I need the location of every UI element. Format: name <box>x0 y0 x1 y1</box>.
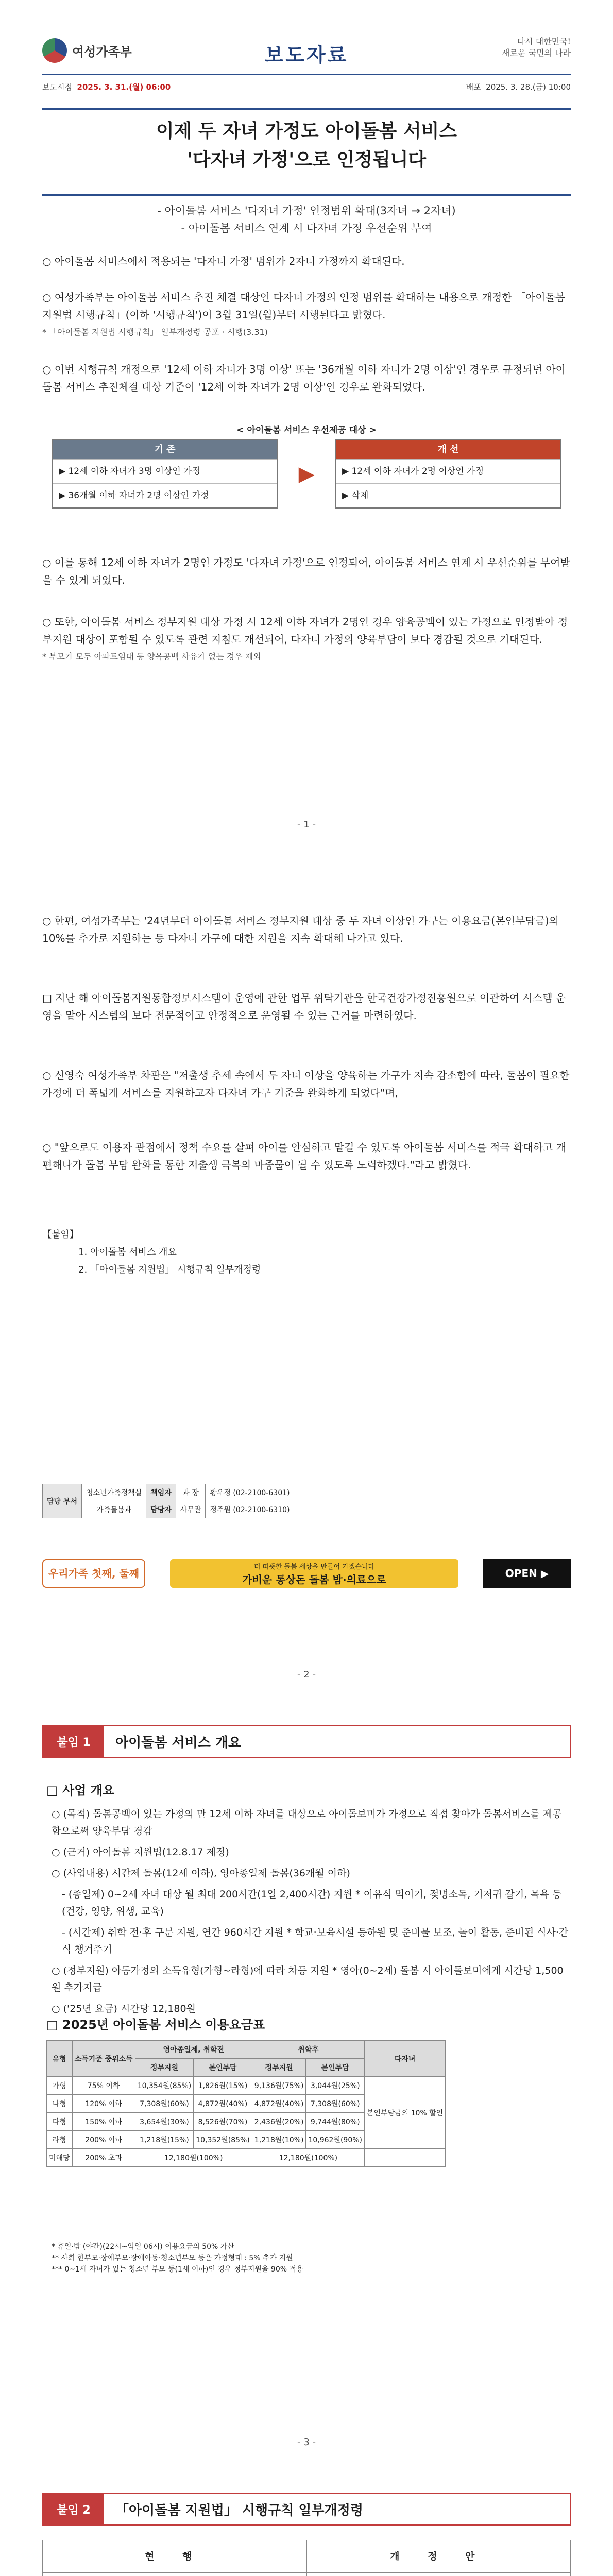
org-name: 여성가족부 <box>72 44 132 59</box>
contact-head: 책임자 <box>146 1484 176 1501</box>
overview-list <box>52 1806 571 2018</box>
slogan-line-1: 다시 대한민국! <box>517 37 571 46</box>
list-item: ○ (정부지원) 아동가정의 소득유형(가형~라형)에 따라 차등 지원 * 영아(0~2세) 돌봄 시 아이돌보미에게 시간당 1,500원 추가지급 <box>52 1965 564 1993</box>
section-title: 「아이돌봄 지원법」 시행규칙 일부개정령 <box>115 2502 364 2518</box>
banner-mid-main: 가비운 통상돈 돌봄 밤·의료으로 <box>242 1573 386 1586</box>
page-number: - 2 - <box>297 1669 316 1680</box>
contact-role: 사무관 <box>176 1501 206 1518</box>
paragraph: ○ 신영숙 여성가족부 차관은 "저출생 추세 속에서 두 자녀 이상을 양육하는 가구가 지속 감소함에 따라, 돌봄이 필요한 가정에 더 폭넓게 서비스를 지원하고자 다자녀 가구 기준을 완화하게 되었다"며, <box>42 1069 570 1099</box>
current-text <box>43 2573 307 2576</box>
fee-cell: 1,218원(10%) <box>252 2131 306 2149</box>
fee-subheader: 정부지원 <box>252 2059 306 2077</box>
section-tag: 붙임 1 <box>43 1726 104 1757</box>
contact-team: 가족돌봄과 <box>81 1501 146 1518</box>
fee-cell: 12,180원(100%) <box>135 2149 252 2167</box>
fee-cell: 7,308원(60%) <box>306 2095 365 2113</box>
fee-notes <box>52 2241 571 2275</box>
col-revised: 개 정 안 <box>306 2540 571 2573</box>
fee-cell: 가형 <box>47 2077 73 2095</box>
col-current: 현 행 <box>43 2540 307 2573</box>
banner-mid <box>170 1559 458 1588</box>
fee-cell: 150% 이하 <box>72 2113 135 2131</box>
heading: □ 2025년 아이돌봄 서비스 이용요금표 <box>46 2018 265 2032</box>
fee-cell: 8,526원(70%) <box>194 2113 252 2131</box>
release-meta <box>42 81 571 95</box>
fee-header: 유형 <box>47 2041 73 2077</box>
fee-cell: 120% 이하 <box>72 2095 135 2113</box>
fee-cell: 미해당 <box>47 2149 73 2167</box>
section-header <box>42 1725 571 1758</box>
fee-header: 취학후 <box>252 2041 364 2059</box>
page-4 <box>0 2463 613 2576</box>
fee-subheader: 정부지원 <box>135 2059 194 2077</box>
fee-header: 다자녀 <box>365 2041 446 2077</box>
before-box <box>52 439 278 509</box>
paragraph <box>42 613 571 666</box>
paragraph: ○ 한편, 여성가족부는 '24년부터 아이돌봄 서비스 정부지원 대상 중 두 자녀 이상인 가구는 이용요금(본인부담금)의 10%를 추가로 지원하는 등 다자녀 가구에 대한 지원을 지속 확대해 나가고 있다. <box>42 914 559 944</box>
contact-role: 과 장 <box>176 1484 206 1501</box>
fee-cell: 7,308원(60%) <box>135 2095 194 2113</box>
table-row <box>47 2077 446 2095</box>
fee-cell: 나형 <box>47 2095 73 2113</box>
contact-dept: 청소년가족정책실 <box>81 1484 146 1501</box>
list-item: - (시간제) 취학 전·후 구분 지원, 연간 960시간 지원 * 학교·보육시설 등하원 및 준비물 보조, 놀이 활동, 준비된 식사·간식 챙겨주기 <box>62 1927 569 1955</box>
fee-cell: 라형 <box>47 2131 73 2149</box>
page-number: - 3 - <box>297 2437 316 2448</box>
list-item: - (종일제) 0~2세 자녀 대상 월 최대 200시간(1일 2,400시간) 지원 * 이유식 먹이기, 젖병소독, 기저귀 갈기, 목욕 등 (건강, 영양, 위생, 교육) <box>62 1889 562 1917</box>
fee-cell: 10,354원(85%) <box>135 2077 194 2095</box>
comparison-title: < 아이돌봄 서비스 우선제공 대상 > <box>236 425 377 435</box>
footnote: * 부모가 모두 아파트임대 등 양육공백 사유가 없는 경우 제외 <box>42 652 261 662</box>
fee-cell: 12,180원(100%) <box>252 2149 364 2167</box>
release-type: 보도자료 <box>264 44 349 66</box>
section-header <box>42 2493 571 2526</box>
fee-note: ** 사회 한부모·장애부모·장애아동·청소년부모 등은 가정형태 : 5% 추가 지원 <box>52 2254 293 2262</box>
heading: □ 사업 개요 <box>46 1783 115 1798</box>
paragraph-text: ○ 여성가족부는 아이돌봄 서비스 추진 체결 대상인 다자녀 가정의 인정 범위를 확대하는 내용으로 개정한 「아이돌봄 지원법 시행규칙」(이하 '시행규칙')이 3월 31일(월)부터 시행된다고 밝혔다. <box>42 291 566 321</box>
fee-cell: 4,872원(40%) <box>194 2095 252 2113</box>
fee-multi-note: 본인부담금의 10% 할인 <box>365 2077 446 2149</box>
contact-head: 담당자 <box>146 1501 176 1518</box>
fee-cell: 10,962원(90%) <box>306 2131 365 2149</box>
paragraph: □ 지난 해 아이돌봄지원통합정보시스템이 운영에 관한 업무 위탁기관을 한국건강가정진흥원으로 이관하여 시스템 운영을 맡아 시스템의 보다 전문적이고 안정적으로 운영될 수 있는 근거를 마련하였다. <box>42 992 566 1022</box>
contact-name: 정주원 (02-2100-6310) <box>206 1501 294 1518</box>
fee-cell: 9,136원(75%) <box>252 2077 306 2095</box>
paragraph-text: ○ 또한, 아이돌봄 서비스 정부지원 대상 가정 시 12세 이하 자녀가 2명인 경우 양육공백이 있는 가정으로 인정받아 정부지원 대상이 포함될 수 있도록 관련 지침도 개선되어, 다자녀 가정의 양육부담이 보다 경감될 것으로 기대된다. <box>42 616 568 646</box>
fee-note: * 휴일·밤 (야간)(22시~익일 06시) 이용요금의 50% 가산 <box>52 2243 234 2251</box>
before-heading: 기 존 <box>53 440 277 459</box>
paragraph: ○ 아이돌봄 서비스에서 적용되는 '다자녀 가정' 범위가 2자녀 가정까지 확대된다. <box>42 255 405 267</box>
fee-cell: 2,436원(20%) <box>252 2113 306 2131</box>
fee-cell: 200% 초과 <box>72 2149 135 2167</box>
subtitle: - 아이돌봄 서비스 '다자녀 가정' 인정범위 확대(3자녀 → 2자녀) <box>157 205 456 217</box>
before-row: ▶ 12세 이하 자녀가 3명 이상인 가정 <box>53 459 277 483</box>
attach-item: 2. 「아이돌봄 지원법」 시행규칙 일부개정령 <box>78 1264 261 1275</box>
fee-cell: 200% 이하 <box>72 2131 135 2149</box>
arrow-right-icon: ▶ <box>298 462 315 486</box>
banner-mid-top: 더 따뜻한 돌봄 세상을 만들어 가겠습니다 <box>253 1563 375 1571</box>
fee-cell: 1,826원(15%) <box>194 2077 252 2095</box>
revised-text <box>306 2573 571 2576</box>
promo-banner <box>42 1558 571 1589</box>
contact-head: 담당 부서 <box>43 1484 82 1518</box>
after-row: ▶ 12세 이하 자녀가 2명 이상인 가정 <box>336 459 560 483</box>
headline-line-2: '다자녀 가정'으로 인정됩니다 <box>186 149 427 171</box>
fee-cell: 3,654원(30%) <box>135 2113 194 2131</box>
list-item: ○ (목적) 돌봄공백이 있는 가정의 만 12세 이하 자녀를 대상으로 아이돌보미가 가정으로 직접 찾아가 돌봄서비스를 제공함으로써 양육부담 경감 <box>52 1808 562 1837</box>
fee-note: *** 0~1세 자녀가 있는 청소년 부모 등(1세 이하)인 경우 정부지원율 90% 적용 <box>52 2265 303 2274</box>
footnote: * 「아이돌봄 지원법 시행규칙」 일부개정령 공포 · 시행(3.31) <box>42 327 268 337</box>
banner-open[interactable]: OPEN ▶ <box>483 1559 571 1588</box>
list-item: ○ ('25년 요금) 시간당 12,180원 <box>52 2003 196 2014</box>
fee-cell <box>365 2149 446 2167</box>
section-title: 아이돌봄 서비스 개요 <box>115 1735 242 1751</box>
paragraph: ○ 이번 시행규칙 개정으로 '12세 이하 자녀가 3명 이상' 또는 '36개월 이하 자녀가 2명 이상'인 경우로 규정되던 아이돌봄 서비스 추진체결 대상 기준이 '12세 이하 자녀가 2명 이상'인 경우로 완화되었다. <box>42 363 566 393</box>
contact-table <box>42 1484 294 1518</box>
fee-cell: 1,218원(15%) <box>135 2131 194 2149</box>
headline-box <box>42 108 571 196</box>
fee-header: 영아종일제, 취학전 <box>135 2041 252 2059</box>
fee-cell: 75% 이하 <box>72 2077 135 2095</box>
slogan <box>502 36 571 59</box>
list-item: ○ (사업내용) 시간제 돌봄(12세 이하), 영아종일제 돌봄(36개월 이하) <box>52 1868 350 1879</box>
amendment-table <box>42 2540 571 2576</box>
after-heading: 개 선 <box>336 440 560 459</box>
subtitles <box>0 202 613 237</box>
fee-cell: 4,872원(40%) <box>252 2095 306 2113</box>
embargo-time: 2025. 3. 28.(금) 10:00 <box>486 82 571 92</box>
after-row: ▶ 삭제 <box>336 483 560 507</box>
fee-cell: 3,044원(25%) <box>306 2077 365 2095</box>
fee-header: 소득기준 중위소득 <box>72 2041 135 2077</box>
contact-name: 황우정 (02-2100-6301) <box>206 1484 294 1501</box>
fee-cell: 다형 <box>47 2113 73 2131</box>
before-row: ▶ 36개월 이하 자녀가 2명 이상인 가정 <box>53 483 277 507</box>
fee-table <box>46 2040 446 2167</box>
fee-subheader: 본인부담 <box>306 2059 365 2077</box>
section-tag: 붙임 2 <box>43 2494 104 2524</box>
banner-left: 우리가족 첫째, 둘째 <box>42 1559 145 1588</box>
attachments <box>42 1226 571 1279</box>
paragraph: ○ 이를 통해 12세 이하 자녀가 2명인 가정도 '다자녀 가정'으로 인정되어, 아이돌봄 서비스 연계 시 우선순위를 부여받을 수 있게 되었다. <box>42 556 570 586</box>
headline-line-1: 이제 두 자녀 가정도 아이돌봄 서비스 <box>156 121 457 142</box>
attach-item: 1. 아이돌봄 서비스 개요 <box>78 1247 177 1258</box>
table-row <box>47 2149 446 2167</box>
embargo-label: 배포 <box>466 82 481 92</box>
press-header <box>42 29 571 75</box>
list-item: ○ (근거) 아이돌봄 지원법(12.8.17 제정) <box>52 1846 229 1858</box>
paragraph <box>42 289 571 341</box>
fee-cell: 10,352원(85%) <box>194 2131 252 2149</box>
subtitle: - 아이돌봄 서비스 연계 시 다자녀 가정 우선순위 부여 <box>181 222 432 234</box>
comparison-box <box>52 422 561 533</box>
attach-label: 【붙임】 <box>42 1229 79 1240</box>
paragraph: ○ "앞으로도 이용자 관점에서 정책 수요를 살펴 아이를 안심하고 맡길 수 있도록 아이돌봄 서비스를 적극 확대하고 개편해나가 돌봄 부담 완화를 통한 저출생 극복의 마중물이 될 수 있도록 노력하겠다."라고 밝혔다. <box>42 1141 567 1171</box>
pub-label: 보도시점 <box>42 82 72 92</box>
fee-cell: 9,744원(80%) <box>306 2113 365 2131</box>
pub-time: 2025. 3. 31.(월) 06:00 <box>77 82 171 92</box>
after-box <box>335 439 561 509</box>
slogan-line-2: 새로운 국민의 나라 <box>502 48 571 58</box>
page-number: - 1 - <box>297 819 316 830</box>
page-1 <box>0 0 613 850</box>
fee-subheader: 본인부담 <box>194 2059 252 2077</box>
